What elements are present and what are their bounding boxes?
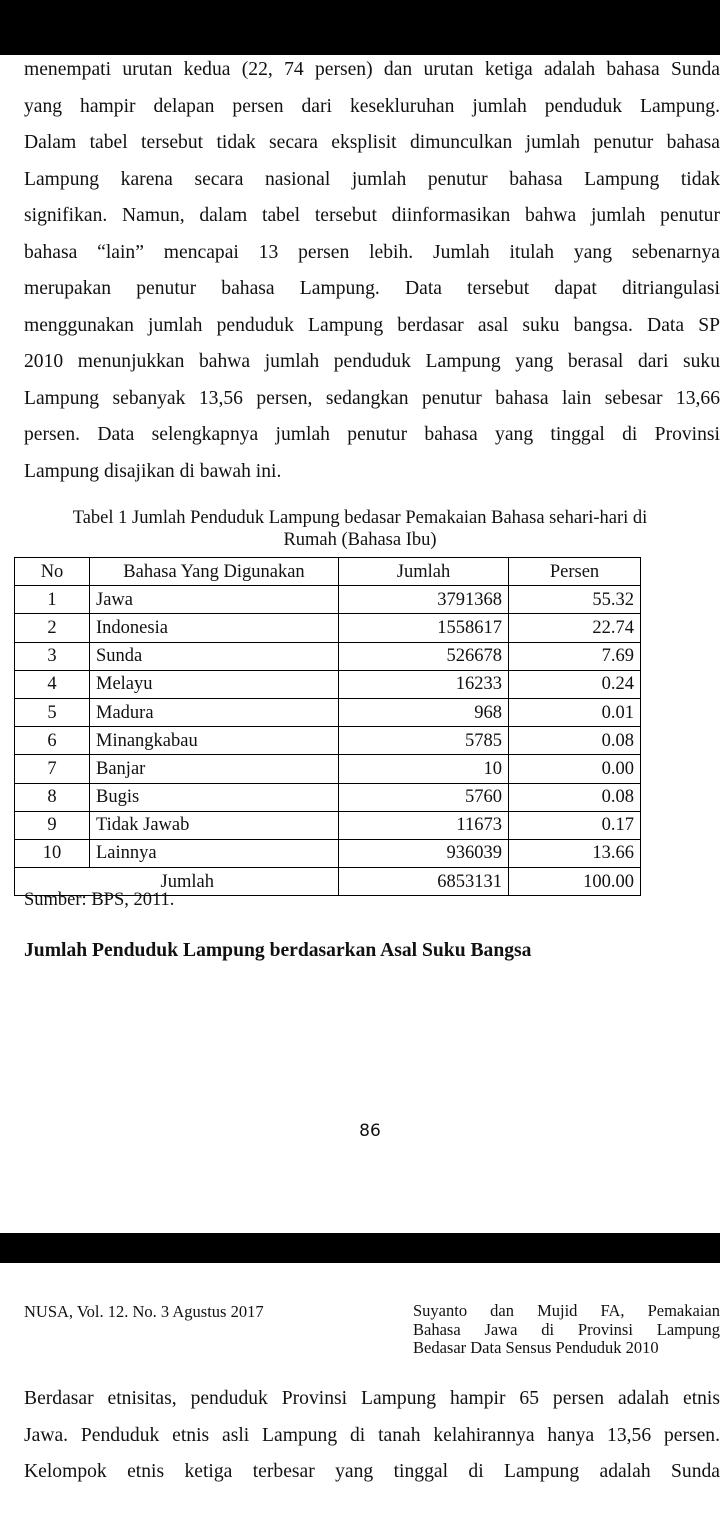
cell-no: 10 xyxy=(15,839,90,867)
table-caption xyxy=(0,507,720,551)
cell-language: Bugis xyxy=(90,783,339,811)
paragraph-line: Kelompok etnis ketiga terbesar yang tinggal di Lampung adalah Sunda xyxy=(24,1461,720,1482)
cell-percent: 13.66 xyxy=(509,839,641,867)
cell-language: Melayu xyxy=(90,670,339,698)
paragraph-line: bahasa “lain” mencapai 13 persen lebih. Jumlah itulah yang sebenarnya xyxy=(24,241,720,263)
paragraph-line: signifikan. Namun, dalam tabel tersebut diinformasikan bahwa jumlah penutur xyxy=(24,205,720,226)
cell-language: Jawa xyxy=(90,586,339,614)
cell-count: 526678 xyxy=(339,642,509,670)
table-source: Sumber: BPS, 2011. xyxy=(24,890,175,910)
cell-percent: 0.00 xyxy=(509,755,641,783)
cell-count: 1558617 xyxy=(339,614,509,642)
cell-no: 9 xyxy=(15,811,90,839)
paragraph-line: persen. Data selengkapnya jumlah penutur bahasa yang tinggal di Provinsi xyxy=(24,424,720,445)
table-row xyxy=(15,811,641,839)
table-row xyxy=(15,727,641,755)
top-black-bar xyxy=(0,0,720,55)
cell-no: 6 xyxy=(15,727,90,755)
cell-percent: 0.08 xyxy=(509,783,641,811)
cell-no: 2 xyxy=(15,614,90,642)
author-header xyxy=(413,1302,720,1358)
cell-no: 8 xyxy=(15,783,90,811)
body-paragraph xyxy=(24,52,720,490)
paragraph-line: merupakan penutur bahasa Lampung. Data tersebut dapat ditriangulasi xyxy=(24,278,720,299)
table-row xyxy=(15,698,641,726)
cell-no: 4 xyxy=(15,670,90,698)
cell-percent: 7.69 xyxy=(509,642,641,670)
table-row xyxy=(15,642,641,670)
cell-language: Minangkabau xyxy=(90,727,339,755)
paragraph-line: yang hampir delapan persen dari kesekluruhan jumlah penduduk Lampung. xyxy=(24,95,720,117)
paragraph-line: menggunakan jumlah penduduk Lampung berdasar asal suku bangsa. Data SP xyxy=(24,314,720,336)
cell-count: 11673 xyxy=(339,811,509,839)
language-table xyxy=(14,557,641,896)
cell-percent: 0.24 xyxy=(509,670,641,698)
cell-percent: 0.01 xyxy=(509,698,641,726)
cell-count: 10 xyxy=(339,755,509,783)
next-page-paragraph xyxy=(24,1381,720,1491)
header-language: Bahasa Yang Digunakan xyxy=(90,558,339,586)
paragraph-line: 2010 menunjukkan bahwa jumlah penduduk Lampung yang berasal dari suku xyxy=(24,351,720,372)
caption-line: Tabel 1 Jumlah Penduduk Lampung bedasar Pemakaian Bahasa sehari-hari di xyxy=(72,508,648,528)
cell-language: Banjar xyxy=(90,755,339,783)
author-header-line: Bahasa Jawa di Provinsi Lampung xyxy=(413,1320,720,1339)
table-row xyxy=(15,783,641,811)
caption-line: Rumah (Bahasa Ibu) xyxy=(283,530,437,550)
total-label: Jumlah xyxy=(15,868,339,896)
cell-percent: 0.17 xyxy=(509,811,641,839)
paragraph-line: menempati urutan kedua (22, 74 persen) dan urutan ketiga adalah bahasa Sunda xyxy=(24,59,720,80)
total-count: 6853131 xyxy=(339,868,509,896)
cell-no: 1 xyxy=(15,586,90,614)
table-row xyxy=(15,839,641,867)
cell-percent: 22.74 xyxy=(509,614,641,642)
page-number: 86 xyxy=(359,1121,381,1141)
section-heading: Jumlah Penduduk Lampung berdasarkan Asal Suku Bangsa xyxy=(24,940,532,961)
total-percent: 100.00 xyxy=(509,868,641,896)
cell-language: Sunda xyxy=(90,642,339,670)
cell-percent: 0.08 xyxy=(509,727,641,755)
cell-count: 3791368 xyxy=(339,586,509,614)
table-row xyxy=(15,614,641,642)
paragraph-line: Lampung sebanyak 13,56 persen, sedangkan penutur bahasa lain sebesar 13,66 xyxy=(24,387,720,409)
page-separator-bar xyxy=(0,1233,720,1263)
paragraph-line: Dalam tabel tersebut tidak secara eksplisit dimunculkan jumlah penutur bahasa xyxy=(24,132,720,153)
cell-count: 936039 xyxy=(339,839,509,867)
journal-header: NUSA, Vol. 12. No. 3 Agustus 2017 xyxy=(24,1302,264,1321)
cell-language: Lainnya xyxy=(90,839,339,867)
cell-percent: 55.32 xyxy=(509,586,641,614)
cell-count: 16233 xyxy=(339,670,509,698)
cell-no: 3 xyxy=(15,642,90,670)
paragraph-line: Lampung karena secara nasional jumlah penutur bahasa Lampung tidak xyxy=(24,168,720,190)
header-no: No xyxy=(15,558,90,586)
cell-count: 968 xyxy=(339,698,509,726)
cell-count: 5785 xyxy=(339,727,509,755)
table-row xyxy=(15,586,641,614)
header-count: Jumlah xyxy=(339,558,509,586)
cell-language: Indonesia xyxy=(90,614,339,642)
cell-language: Madura xyxy=(90,698,339,726)
paragraph-line: Lampung disajikan di bawah ini. xyxy=(24,460,282,482)
author-header-line: Suyanto dan Mujid FA, Pemakaian xyxy=(413,1302,720,1320)
cell-no: 5 xyxy=(15,698,90,726)
paragraph-line: Jawa. Penduduk etnis asli Lampung di tanah kelahirannya hanya 13,56 persen. xyxy=(24,1424,720,1446)
table-row xyxy=(15,755,641,783)
table-row xyxy=(15,670,641,698)
header-percent: Persen xyxy=(509,558,641,586)
author-header-line: Bedasar Data Sensus Penduduk 2010 xyxy=(413,1339,659,1357)
table-header-row xyxy=(15,558,641,586)
cell-no: 7 xyxy=(15,755,90,783)
cell-count: 5760 xyxy=(339,783,509,811)
paragraph-line: Berdasar etnisitas, penduduk Provinsi Lampung hampir 65 persen adalah etnis xyxy=(24,1388,720,1409)
cell-language: Tidak Jawab xyxy=(90,811,339,839)
